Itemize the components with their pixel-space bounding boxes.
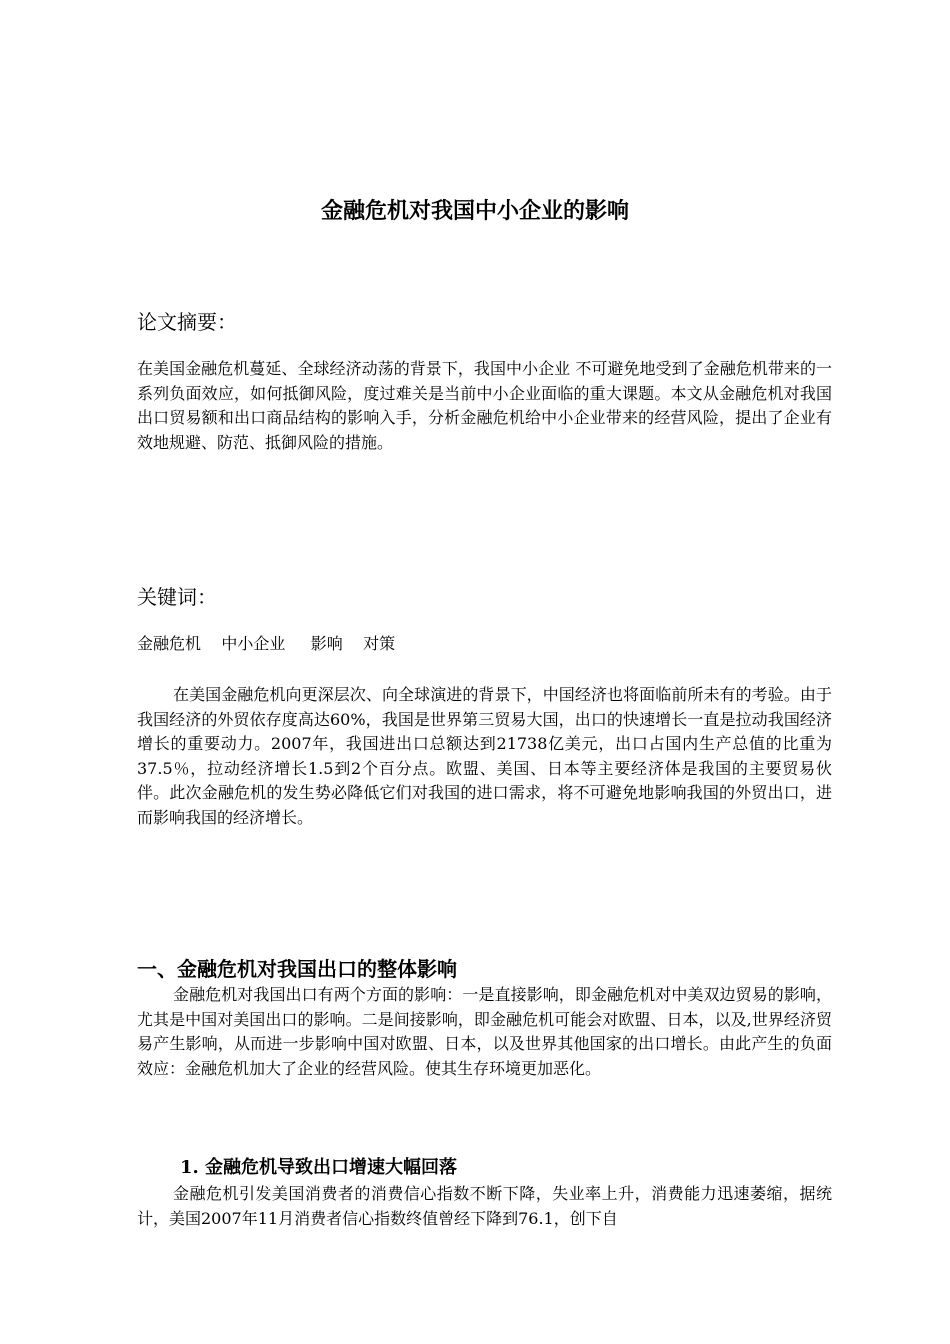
intro-paragraph: 在美国金融危机向更深层次、向全球演进的背景下，中国经济也将面临前所未有的考验。由于我国经济的外贸依存度高达60%，我国是世界第三贸易大国，出口的快速增长一直是拉动我国经济增长的重要动力。2007年，我国进出口总额达到21738亿美元，出口占国内生产总值的比重为37.5％，拉动经济增长1.5到2个百分点。欧盟、美国、日本等主要经济体是我国的主要贸易伙伴。此次金融危机的发生势必降低它们对我国的进口需求，将不可避免地影响我国的外贸出口，进而影响我国的经济增长。: [137, 685, 832, 827]
section-1-heading: 一、金融危机对我国出口的整体影响: [137, 957, 457, 981]
abstract-paragraph: 在美国金融危机蔓延、全球经济动荡的背景下，我国中小企业 不可避免地受到了金融危机带来的一系列负面效应，如何抵御风险，度过难关是当前中小企业面临的重大课题。本文从金融危机对我国出口贸易额和出口商品结构的影响入手，分析金融危机给中小企业带来的经营风险，提出了企业有效地规避、防范、抵御风险的措施。: [137, 359, 832, 452]
subsection-1-heading: 1. 金融危机导致出口增速大幅回落: [180, 1157, 458, 1178]
subsection-1-paragraph: 金融危机引发美国消费者的消费信心指数不断下降，失业率上升，消费能力迅速萎缩，据统计，美国2007年11月消费者信心指数终值曾经下降到76.1，创下自: [137, 1184, 832, 1228]
document-title: 金融危机对我国中小企业的影响: [320, 198, 629, 224]
abstract-heading: 论文摘要：: [137, 310, 237, 334]
section-1-paragraph: 金融危机对我国出口有两个方面的影响：一是直接影响，即金融危机对中美双边贸易的影响，尤其是中国对美国出口的影响。二是间接影响，即金融危机可能会对欧盟、日本，以及,世界经济贸易产生影响，从而进一步影响中国对欧盟、日本，以及世界其他国家的出口增长。由此产生的负面效应：金融危机加大了企业的经营风险。使其生存环境更加恶化。: [137, 985, 832, 1078]
keywords-list: 金融危机 中小企业 影响 对策: [137, 634, 396, 653]
keywords-heading: 关键词：: [137, 585, 217, 609]
